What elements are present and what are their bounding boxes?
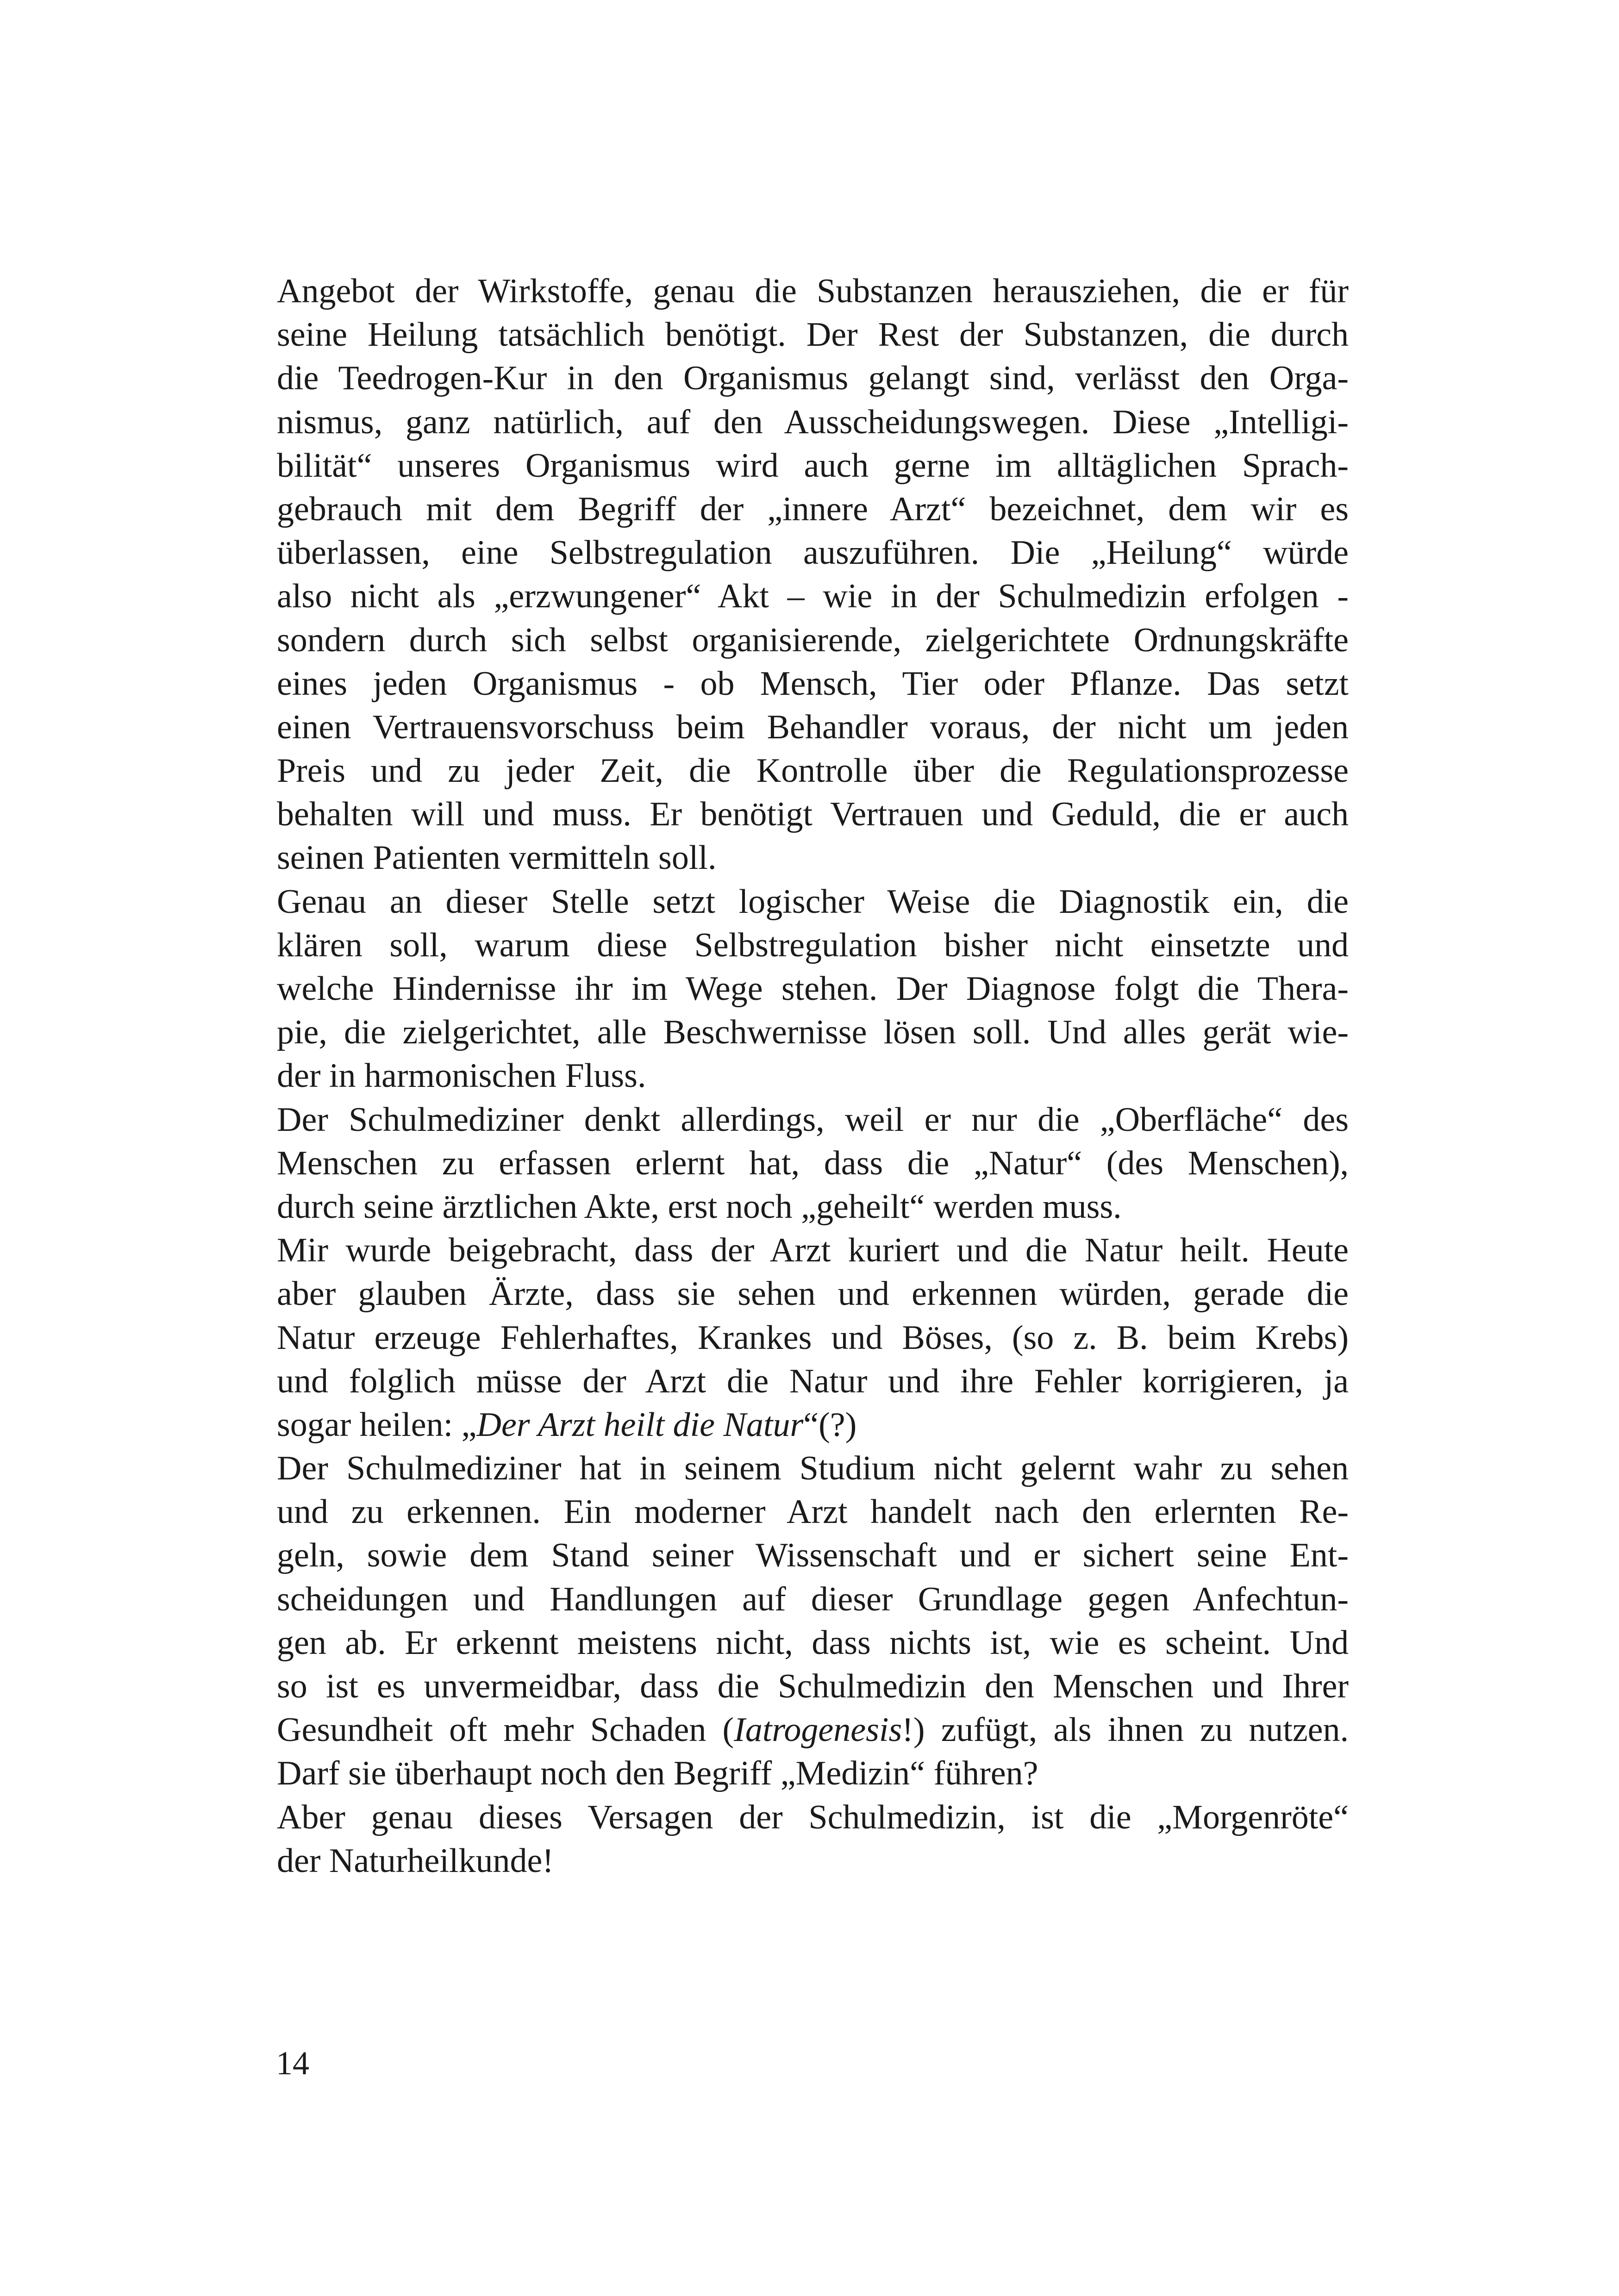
text-line — [277, 574, 1349, 618]
text-line — [277, 400, 1349, 444]
text-segment: pie, die zielgerichtet, alle Beschwernisse lösen soll. Und alles gerät wie- — [277, 1013, 1349, 1052]
text-line — [277, 705, 1349, 749]
text-line — [277, 836, 1349, 880]
text-line — [277, 531, 1349, 574]
text-segment: gebrauch mit dem Begriff der „innere Arzt“ bezeichnet, dem wir es — [277, 490, 1349, 528]
text-line — [277, 880, 1349, 923]
text-segment: so ist es unvermeidbar, dass die Schulmedizin den Menschen und Ihrer — [277, 1667, 1349, 1705]
text-segment: Darf sie überhaupt noch den Begriff „Medizin“ führen? — [277, 1754, 1038, 1793]
text-line — [277, 1490, 1349, 1534]
text-line — [277, 313, 1349, 356]
text-segment: Angebot der Wirkstoffe, genau die Substanzen herausziehen, die er für — [277, 272, 1349, 310]
text-segment: die Teedrogen-Kur in den Organismus gelangt sind, verlässt den Orga- — [277, 359, 1349, 398]
text-line — [277, 1665, 1349, 1708]
text-line — [277, 356, 1349, 400]
text-segment: Natur erzeuge Fehlerhaftes, Krankes und Böses, (so z. B. beim Krebs) — [277, 1318, 1349, 1357]
text-segment: also nicht als „erzwungener“ Akt – wie in der Schulmedizin erfolgen - — [277, 577, 1349, 616]
text-line — [277, 1708, 1349, 1752]
text-segment: welche Hindernisse ihr im Wege stehen. Der Diagnose folgt die Thera- — [277, 970, 1349, 1008]
text-line — [277, 1185, 1349, 1229]
text-segment: gen ab. Er erkennt meistens nicht, dass nichts ist, wie es scheint. Und — [277, 1623, 1349, 1662]
text-segment: seinen Patienten vermitteln soll. — [277, 839, 717, 877]
text-line — [277, 487, 1349, 531]
body-text — [277, 269, 1349, 1883]
text-line — [277, 1229, 1349, 1272]
text-segment: seine Heilung tatsächlich benötigt. Der Rest der Substanzen, die durch — [277, 316, 1349, 354]
text-line — [277, 1054, 1349, 1098]
text-line — [277, 1534, 1349, 1577]
text-line — [277, 1621, 1349, 1665]
text-line — [277, 1011, 1349, 1054]
text-segment: und folglich müsse der Arzt die Natur und ihre Fehler korrigieren, ja — [277, 1362, 1349, 1400]
text-segment: behalten will und muss. Er benötigt Vertrauen und Geduld, die er auch — [277, 795, 1349, 834]
text-line — [277, 1360, 1349, 1403]
text-line — [277, 1578, 1349, 1621]
text-line — [277, 1142, 1349, 1185]
text-segment: !) zufügt, als ihnen zu nutzen. — [902, 1711, 1349, 1749]
text-segment: Menschen zu erfassen erlernt hat, dass die „Natur“ (des Menschen), — [277, 1144, 1349, 1182]
italic-text: Iatrogenesis — [734, 1711, 902, 1749]
text-line — [277, 444, 1349, 487]
text-segment: einen Vertrauensvorschuss beim Behandler voraus, der nicht um jeden — [277, 708, 1349, 746]
text-segment: und zu erkennen. Ein moderner Arzt handelt nach den erlernten Re- — [277, 1493, 1349, 1531]
text-segment: nismus, ganz natürlich, auf den Ausscheidungswegen. Diese „Intelligi- — [277, 403, 1349, 441]
text-segment: klären soll, warum diese Selbstregulation bisher nicht einsetzte und — [277, 926, 1349, 964]
text-segment: Gesundheit oft mehr Schaden ( — [277, 1711, 734, 1749]
text-line — [277, 1403, 1349, 1447]
text-segment: bilität“ unseres Organismus wird auch gerne im alltäglichen Sprach- — [277, 446, 1349, 485]
text-line — [277, 1272, 1349, 1316]
text-line — [277, 1752, 1349, 1795]
text-segment: eines jeden Organismus - ob Mensch, Tier oder Pflanze. Das setzt — [277, 664, 1349, 703]
text-line — [277, 1839, 1349, 1883]
text-line — [277, 1796, 1349, 1839]
text-line — [277, 269, 1349, 313]
text-segment: Der Schulmediziner denkt allerdings, weil er nur die „Oberfläche“ des — [277, 1100, 1349, 1139]
text-line — [277, 1447, 1349, 1490]
text-line — [277, 923, 1349, 967]
text-segment: der in harmonischen Fluss. — [277, 1057, 646, 1095]
page-number: 14 — [276, 2045, 309, 2082]
text-segment: geln, sowie dem Stand seiner Wissenschaft und er sichert seine Ent- — [277, 1536, 1349, 1575]
text-segment: Mir wurde beigebracht, dass der Arzt kuriert und die Natur heilt. Heute — [277, 1231, 1349, 1270]
text-segment: Aber genau dieses Versagen der Schulmedizin, ist die „Morgenröte“ — [277, 1798, 1349, 1836]
text-line — [277, 662, 1349, 705]
text-segment: scheidungen und Handlungen auf dieser Grundlage gegen Anfechtun- — [277, 1580, 1349, 1618]
text-segment: aber glauben Ärzte, dass sie sehen und erkennen würden, gerade die — [277, 1275, 1349, 1313]
text-segment: “(?) — [803, 1405, 857, 1444]
text-line — [277, 1316, 1349, 1360]
text-segment: durch seine ärztlichen Akte, erst noch „geheilt“ werden muss. — [277, 1187, 1122, 1226]
text-segment: Preis und zu jeder Zeit, die Kontrolle über die Regulationsprozesse — [277, 752, 1349, 790]
text-segment: Genau an dieser Stelle setzt logischer Weise die Diagnostik ein, die — [277, 882, 1349, 921]
text-line — [277, 792, 1349, 836]
text-line — [277, 967, 1349, 1011]
text-line — [277, 749, 1349, 792]
text-segment: sogar heilen: „ — [277, 1405, 477, 1444]
text-line — [277, 618, 1349, 662]
text-segment: Der Schulmediziner hat in seinem Studium nicht gelernt wahr zu sehen — [277, 1449, 1349, 1488]
text-segment: überlassen, eine Selbstregulation auszuführen. Die „Heilung“ würde — [277, 534, 1349, 572]
text-segment: sondern durch sich selbst organisierende, zielgerichtete Ordnungskräfte — [277, 621, 1349, 659]
text-line — [277, 1098, 1349, 1142]
italic-text: Der Arzt heilt die Natur — [476, 1405, 804, 1444]
text-segment: der Naturheilkunde! — [277, 1841, 554, 1880]
